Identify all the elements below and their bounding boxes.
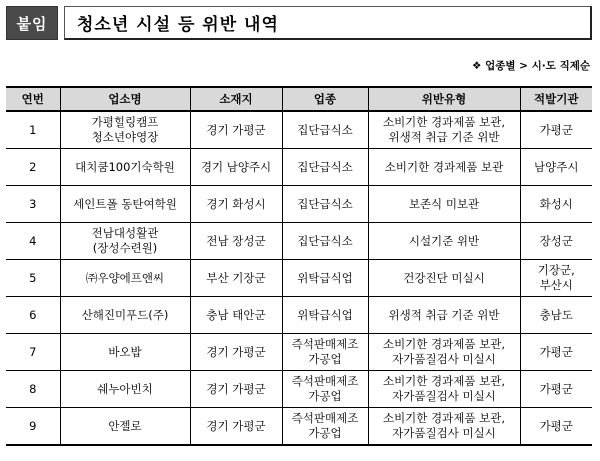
cell-location: 경기 가평군: [190, 371, 282, 408]
cell-agency: 장성군: [520, 223, 592, 260]
cell-violation-type: 소비기한 경과제품 보관: [368, 149, 520, 186]
header: [6, 6, 592, 40]
cell-location: 충남 태안군: [190, 297, 282, 334]
cell-number: 8: [6, 371, 60, 408]
cell-business-name: 대치쿰100기숙학원: [60, 149, 190, 186]
column-header-violation-type: 위반유형: [368, 87, 520, 111]
cell-number: 1: [6, 111, 60, 149]
cell-location: 경기 가평군: [190, 408, 282, 446]
cell-location: 경기 화성시: [190, 186, 282, 223]
cell-location: 부산 기장군: [190, 260, 282, 297]
cell-location: 경기 가평군: [190, 111, 282, 149]
cell-business-type: 위탁급식업: [282, 260, 368, 297]
cell-agency: 충남도: [520, 297, 592, 334]
cell-business-name: 산해진미푸드(주): [60, 297, 190, 334]
column-header-agency: 적발기관: [520, 87, 592, 111]
table-row: [6, 334, 592, 371]
cell-violation-type: 위생적 취급 기준 위반: [368, 297, 520, 334]
cell-location: 전남 장성군: [190, 223, 282, 260]
cell-business-name: 안젤로: [60, 408, 190, 446]
column-header-number: 연번: [6, 87, 60, 111]
table-row: [6, 223, 592, 260]
cell-agency: 화성시: [520, 186, 592, 223]
cell-agency: 가평군: [520, 111, 592, 149]
cell-violation-type: 소비기한 경과제품 보관, 자가품질검사 미실시: [368, 334, 520, 371]
cell-number: 3: [6, 186, 60, 223]
sort-note: ❖ 업종별 > 시·도 직제순: [472, 60, 590, 72]
cell-business-name: 바오밥: [60, 334, 190, 371]
cell-violation-type: 시설기준 위반: [368, 223, 520, 260]
table-body: [6, 111, 592, 445]
cell-business-type: 즉석판매제조 가공업: [282, 408, 368, 446]
cell-number: 2: [6, 149, 60, 186]
document-title: 청소년 시설 등 위반 내역: [64, 6, 592, 40]
violations-table: [6, 86, 592, 446]
cell-location: 경기 남양주시: [190, 149, 282, 186]
cell-violation-type: 소비기한 경과제품 보관, 자가품질검사 미실시: [368, 408, 520, 446]
cell-business-type: 집단급식소: [282, 223, 368, 260]
cell-business-type: 즉석판매제조 가공업: [282, 334, 368, 371]
cell-number: 7: [6, 334, 60, 371]
table-row: [6, 371, 592, 408]
cell-business-name: 쉐누아빈치: [60, 371, 190, 408]
cell-business-name: 전남대성활관 (장성수련원): [60, 223, 190, 260]
cell-business-type: 집단급식소: [282, 111, 368, 149]
table-row: [6, 408, 592, 446]
cell-agency: 기장군, 부산시: [520, 260, 592, 297]
cell-location: 경기 가평군: [190, 334, 282, 371]
cell-number: 6: [6, 297, 60, 334]
cell-business-type: 즉석판매제조 가공업: [282, 371, 368, 408]
cell-agency: 가평군: [520, 408, 592, 446]
column-header-location: 소재지: [190, 87, 282, 111]
table-header-row: [6, 87, 592, 111]
cell-number: 5: [6, 260, 60, 297]
cell-number: 9: [6, 408, 60, 446]
column-header-business-type: 업종: [282, 87, 368, 111]
cell-violation-type: 소비기한 경과제품 보관, 자가품질검사 미실시: [368, 371, 520, 408]
cell-business-name: 세인트폴 동탄여학원: [60, 186, 190, 223]
column-header-business-name: 업소명: [60, 87, 190, 111]
cell-business-type: 집단급식소: [282, 149, 368, 186]
cell-business-type: 집단급식소: [282, 186, 368, 223]
cell-agency: 가평군: [520, 371, 592, 408]
table-row: [6, 111, 592, 149]
cell-agency: 남양주시: [520, 149, 592, 186]
cell-business-name: 가평힐링캠프 청소년야영장: [60, 111, 190, 149]
cell-business-type: 위탁급식업: [282, 297, 368, 334]
cell-violation-type: 보존식 미보관: [368, 186, 520, 223]
attachment-badge: 붙임: [6, 6, 58, 40]
cell-number: 4: [6, 223, 60, 260]
table-row: [6, 297, 592, 334]
table-row: [6, 149, 592, 186]
cell-violation-type: 소비기한 경과제품 보관, 위생적 취급 기준 위반: [368, 111, 520, 149]
cell-violation-type: 건강진단 미실시: [368, 260, 520, 297]
cell-agency: 가평군: [520, 334, 592, 371]
cell-business-name: ㈜우양에프앤씨: [60, 260, 190, 297]
table-row: [6, 186, 592, 223]
table-row: [6, 260, 592, 297]
